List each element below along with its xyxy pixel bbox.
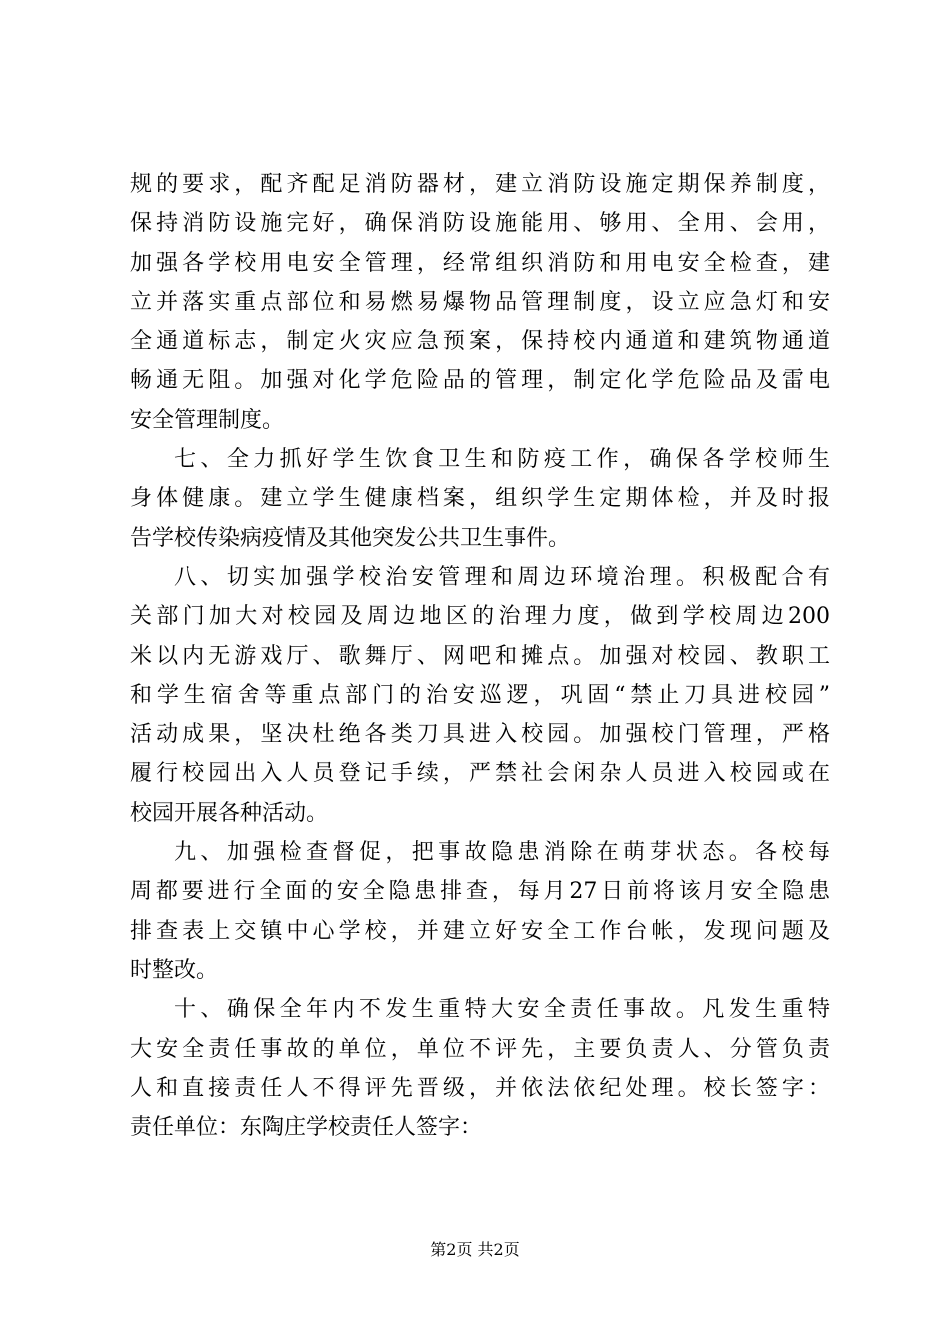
text-line: 立并落实重点部位和易燃易爆物品管理制度，设立应急灯和安 [130,289,830,315]
text-line: 人和直接责任人不得评先晋级，并依法依纪处理。校长签字： [130,1075,830,1101]
text-line: 告学校传染病疫情及其他突发公共卫生事件。 [130,525,571,551]
text-line: 加强各学校用电安全管理，经常组织消防和用电安全检查，建 [130,250,830,276]
page-number-footer: 第2页 共2页 [430,1240,520,1259]
text-line: 十、确保全年内不发生重特大安全责任事故。凡发生重特 [174,997,830,1023]
text-line: 履行校园出入人员登记手续，严禁社会闲杂人员进入校园或在 [130,761,830,787]
text-line: 全通道标志，制定火灾应急预案，保持校内通道和建筑物通道 [130,329,830,355]
document-body [130,165,830,1147]
paragraph [130,990,830,1147]
text-line: 时整改。 [130,957,219,983]
text-line: 和学生宿舍等重点部门的治安巡逻，巩固“禁止刀具进校园” [130,682,830,708]
text-line: 九、加强检查督促，把事故隐患消除在萌芽状态。各校每 [174,840,830,866]
text-line: 保持消防设施完好，确保消防设施能用、够用、全用、会用， [130,211,830,237]
paragraph [130,833,830,990]
paragraph [130,165,830,440]
text-line: 大安全责任事故的单位，单位不评先，主要负责人、分管负责 [130,1036,830,1062]
text-line: 畅通无阻。加强对化学危险品的管理，制定化学危险品及雷电 [130,368,830,394]
paragraph [130,558,830,833]
text-line: 周都要进行全面的安全隐患排查，每月27日前将该月安全隐患 [130,879,830,905]
text-line: 校园开展各种活动。 [130,800,329,826]
text-line: 七、全力抓好学生饮食卫生和防疫工作，确保各学校师生 [174,447,830,473]
text-line: 规的要求，配齐配足消防器材，建立消防设施定期保养制度， [130,172,830,197]
paragraph [130,440,830,558]
text-line: 活动成果，坚决杜绝各类刀具进入校园。加强校门管理，严格 [130,722,830,748]
text-line: 关部门加大对校园及周边地区的治理力度，做到学校周边200 [130,604,830,630]
text-line: 安全管理制度。 [130,407,285,433]
text-line: 排查表上交镇中心学校，并建立好安全工作台帐，发现问题及 [130,918,830,944]
text-line: 身体健康。建立学生健康档案，组织学生定期体检，并及时报 [130,486,830,512]
text-line: 责任单位：东陶庄学校责任人签字： [130,1115,483,1141]
text-line: 米以内无游戏厅、歌舞厅、网吧和摊点。加强对校园、教职工 [130,643,830,669]
text-line: 八、切实加强学校治安管理和周边环境治理。积极配合有 [174,564,830,590]
